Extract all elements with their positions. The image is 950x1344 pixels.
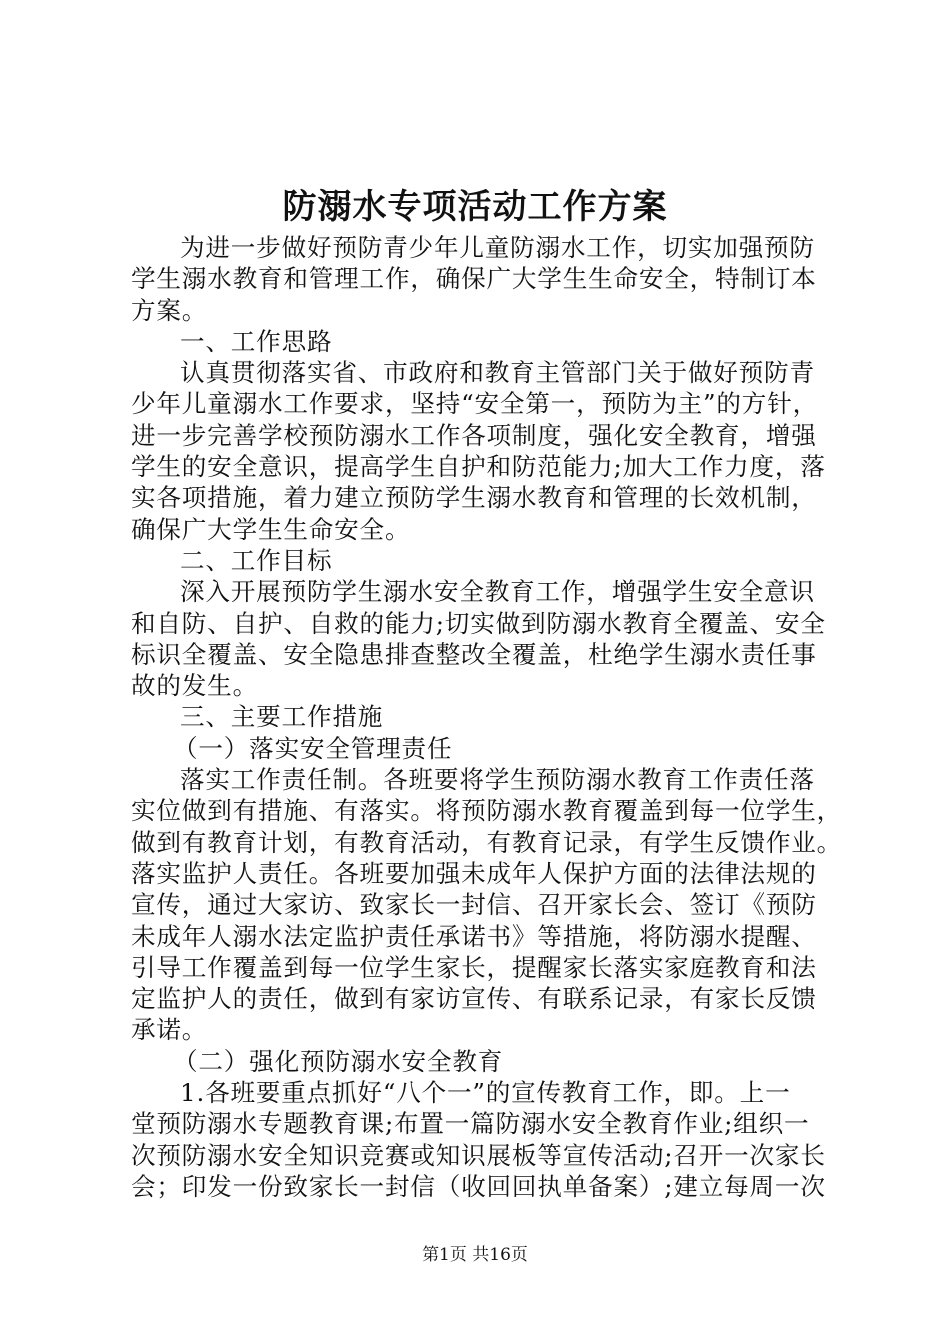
- text-line: 定监护人的责任，做到有家访宣传、有联系记录，有家长反馈: [131, 984, 817, 1014]
- text-line: 确保广大学生生命安全。: [131, 514, 411, 544]
- text-line: 引导工作覆盖到每一位学生家长，提醒家长落实家庭教育和法: [131, 952, 817, 982]
- text-line: 1.各班要重点抓好“八个一”的宣传教育工作，即。上一: [180, 1078, 791, 1108]
- text-line: 少年儿童溺水工作要求，坚持“安全第一，预防为主”的方针，: [131, 389, 818, 419]
- text-line: 认真贯彻落实省、市政府和教育主管部门关于做好预防青: [180, 358, 815, 388]
- text-line: 方案。: [131, 295, 208, 325]
- document-body: [131, 232, 843, 1202]
- text-line: 堂预防溺水专题教育课;布置一篇防溺水安全教育作业;组织一: [131, 1109, 810, 1139]
- page-title: 防溺水专项活动工作方案: [282, 187, 668, 227]
- section-heading: 一、工作思路: [180, 326, 333, 356]
- section-heading: 三、主要工作措施: [180, 702, 384, 732]
- text-line: 实各项措施，着力建立预防学生溺水教育和管理的长效机制，: [131, 483, 817, 513]
- text-line: 深入开展预防学生溺水安全教育工作，增强学生安全意识: [180, 577, 815, 607]
- text-line: 学生溺水教育和管理工作，确保广大学生生命安全，特制订本: [131, 264, 817, 294]
- section-heading: 二、工作目标: [180, 545, 333, 575]
- text-line: 进一步完善学校预防溺水工作各项制度，强化安全教育，增强: [131, 420, 817, 450]
- text-line: 落实工作责任制。各班要将学生预防溺水教育工作责任落: [180, 765, 815, 795]
- text-line: 宣传，通过大家访、致家长一封信、召开家长会、签订《预防: [131, 890, 817, 920]
- text-line: 会；印发一份致家长一封信（收回回执单备案）;建立每周一次: [131, 1171, 826, 1201]
- text-line: 和自防、自护、自救的能力;切实做到防溺水教育全覆盖、安全: [131, 608, 826, 638]
- text-line: 实位做到有措施、有落实。将预防溺水教育覆盖到每一位学生，: [131, 796, 843, 826]
- text-line: 故的发生。: [131, 671, 258, 701]
- text-line: 承诺。: [131, 1015, 208, 1045]
- subsection-heading: （一）落实安全管理责任: [173, 733, 453, 763]
- text-line: 次预防溺水安全知识竞赛或知识展板等宣传活动;召开一次家长: [131, 1140, 826, 1170]
- text-line: 未成年人溺水法定监护责任承诺书》等措施，将防溺水提醒、: [131, 921, 817, 951]
- text-line: 标识全覆盖、安全隐患排查整改全覆盖，杜绝学生溺水责任事: [131, 639, 817, 669]
- text-line: 做到有教育计划，有教育活动，有教育记录，有学生反馈作业。: [131, 827, 843, 857]
- text-line: 落实监护人责任。各班要加强未成年人保护方面的法律法规的: [131, 858, 817, 888]
- page-footer: 第1页 共16页: [422, 1245, 528, 1265]
- text-line: 学生的安全意识，提高学生自护和防范能力;加大工作力度，落: [131, 452, 826, 482]
- text-line: 为进一步做好预防青少年儿童防溺水工作，切实加强预防: [180, 233, 815, 262]
- subsection-heading: （二）强化预防溺水安全教育: [173, 1046, 504, 1076]
